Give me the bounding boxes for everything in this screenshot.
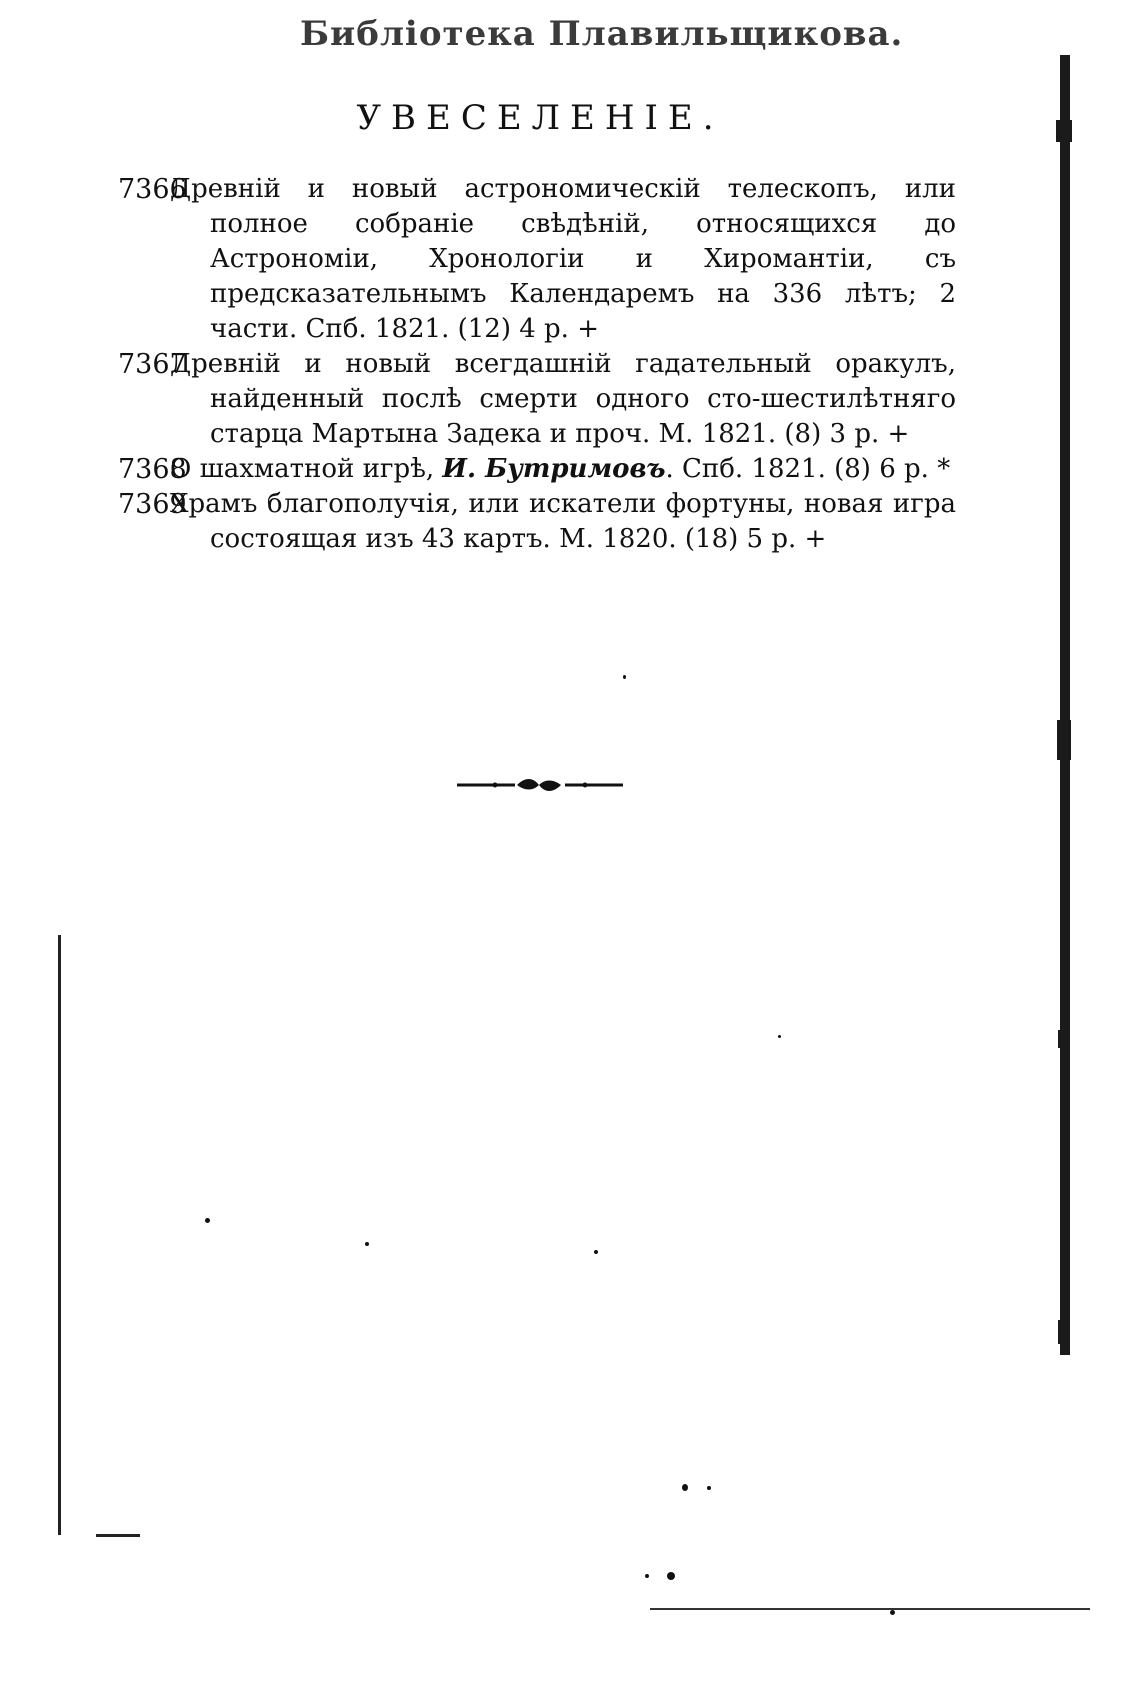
entry-text-before: О шахматной игрѣ,	[170, 454, 443, 484]
page-edge-mark	[96, 1534, 140, 1537]
catalog-entry	[118, 347, 956, 452]
page-edge-blot	[1057, 720, 1071, 760]
page-edge-blot	[1058, 1030, 1070, 1048]
page-bottom-rule	[650, 1608, 1090, 1610]
tailpiece-ornament-icon	[455, 775, 625, 795]
catalog-entry	[118, 452, 956, 487]
ink-speck	[682, 1484, 688, 1491]
entry-number: 7369	[118, 489, 187, 520]
entry-text: Древній и новый астрономическій телескопъ, или полное собраніе свѣдѣній, относящихся до Астрономіи, Хронологіи и Хиромантіи, съ предсказательнымъ Календаремъ на 336 лѣтъ; 2 части. Спб. 1821. (12) 4 р. +	[170, 174, 956, 344]
entry-number: 7368	[118, 454, 187, 485]
catalog-entry	[118, 487, 956, 557]
entry-text: Храмъ благополучія, или искатели фортуны, новая игра состоящая изъ 43 картъ. М. 1820. (18) 5 р. +	[170, 489, 956, 554]
catalog-entries	[118, 172, 956, 557]
page-edge-blot	[1058, 1320, 1070, 1344]
ink-speck	[623, 675, 626, 679]
entry-number: 7366	[118, 174, 187, 205]
ink-speck	[205, 1218, 210, 1223]
entry-text	[170, 452, 956, 487]
entry-text: Древній и новый всегдашній гадательный оракулъ, найденный послѣ смерти одного сто-шестилѣтняго старца Мартына Задека и проч. М. 1821. (8) 3 р. +	[170, 349, 956, 449]
ink-speck	[890, 1610, 895, 1615]
page-edge-line	[58, 935, 61, 1535]
page-edge-blot	[1056, 120, 1072, 142]
page-edge-shadow	[1060, 55, 1070, 1355]
ink-speck	[645, 1574, 649, 1578]
entry-text-after: . Спб. 1821. (8) 6 р. *	[665, 454, 951, 484]
section-title: УВЕСЕЛЕНІЕ.	[356, 98, 724, 138]
entry-number: 7367	[118, 349, 187, 380]
running-head: Библіотека Плавильщикова.	[300, 14, 904, 54]
entry-author: И. Бутримовъ	[442, 454, 666, 484]
ink-speck	[667, 1572, 675, 1580]
ink-speck	[594, 1250, 598, 1254]
catalog-entry	[118, 172, 956, 347]
ink-speck	[365, 1242, 369, 1246]
ink-speck	[778, 1035, 781, 1038]
ink-speck	[707, 1486, 711, 1490]
